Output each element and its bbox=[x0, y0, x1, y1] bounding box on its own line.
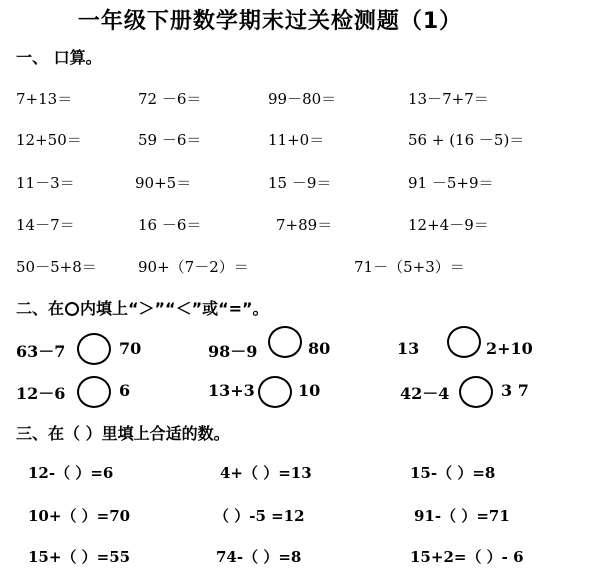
calc-item: 90+（7－2）＝ bbox=[138, 258, 249, 276]
compare-circle[interactable] bbox=[77, 333, 111, 365]
calc-item: 56 + (16 －5)＝ bbox=[408, 131, 525, 149]
circle-icon bbox=[65, 302, 79, 316]
fill-item: 12-（ ）=6 bbox=[28, 464, 114, 482]
compare-left: 13 bbox=[397, 339, 420, 358]
page-title: 一年级下册数学期末过关检测题（1） bbox=[77, 9, 463, 34]
calc-item: 59 －6＝ bbox=[138, 131, 202, 149]
calc-item: 16 －6＝ bbox=[138, 216, 202, 234]
calc-item: 13－7+7＝ bbox=[408, 90, 489, 108]
calc-item: 11+0＝ bbox=[268, 131, 325, 149]
compare-left: 42－4 bbox=[400, 384, 450, 403]
section2-heading-pre: 二、在 bbox=[16, 299, 65, 318]
calc-item: 91 －5+9＝ bbox=[408, 174, 494, 192]
compare-right: 80 bbox=[308, 339, 331, 358]
section2-heading-post: 内填上“＞”“＜”或“=”。 bbox=[80, 299, 269, 318]
fill-item: 91-（ ）=71 bbox=[414, 507, 510, 525]
calc-item: 50－5+8＝ bbox=[16, 258, 97, 276]
compare-circle[interactable] bbox=[459, 376, 493, 408]
calc-item: 90+5＝ bbox=[135, 174, 192, 192]
compare-circle[interactable] bbox=[447, 326, 481, 358]
fill-item: 15+2=（ ）- 6 bbox=[410, 548, 524, 566]
compare-circle[interactable] bbox=[268, 326, 302, 358]
compare-left: 98－9 bbox=[208, 342, 258, 361]
section2-heading bbox=[16, 296, 269, 319]
compare-right: 3 7 bbox=[501, 381, 529, 400]
calc-item: 7+89＝ bbox=[276, 216, 333, 234]
fill-item: 4+（ ）=13 bbox=[220, 464, 312, 482]
compare-circle[interactable] bbox=[258, 376, 292, 408]
calc-item: 72 －6＝ bbox=[138, 90, 202, 108]
compare-right: 2+10 bbox=[486, 339, 533, 358]
calc-item: 71－（5+3）＝ bbox=[354, 258, 465, 276]
calc-item: 11－3＝ bbox=[16, 174, 75, 192]
compare-left: 13+3 bbox=[208, 381, 255, 400]
fill-item: （ ）-5 =12 bbox=[214, 507, 305, 525]
calc-item: 12+4－9＝ bbox=[408, 216, 489, 234]
compare-left: 63－7 bbox=[16, 342, 66, 361]
calc-item: 12+50＝ bbox=[16, 131, 82, 149]
compare-right: 6 bbox=[119, 381, 131, 400]
calc-item: 15 －9＝ bbox=[268, 174, 332, 192]
compare-right: 10 bbox=[298, 381, 321, 400]
compare-right: 70 bbox=[119, 339, 142, 358]
compare-circle[interactable] bbox=[77, 376, 111, 408]
fill-item: 10+（ ）=70 bbox=[28, 507, 131, 525]
fill-item: 15-（ ）=8 bbox=[410, 464, 496, 482]
calc-item: 99－80＝ bbox=[268, 90, 337, 108]
section1-heading: 一、 口算。 bbox=[16, 48, 102, 67]
section3-heading: 三、在（ ）里填上合适的数。 bbox=[16, 424, 230, 443]
fill-item: 15+（ ）=55 bbox=[28, 548, 131, 566]
calc-item: 14－7＝ bbox=[16, 216, 75, 234]
calc-item: 7+13＝ bbox=[16, 90, 73, 108]
fill-item: 74-（ ）=8 bbox=[216, 548, 302, 566]
compare-left: 12－6 bbox=[16, 384, 66, 403]
